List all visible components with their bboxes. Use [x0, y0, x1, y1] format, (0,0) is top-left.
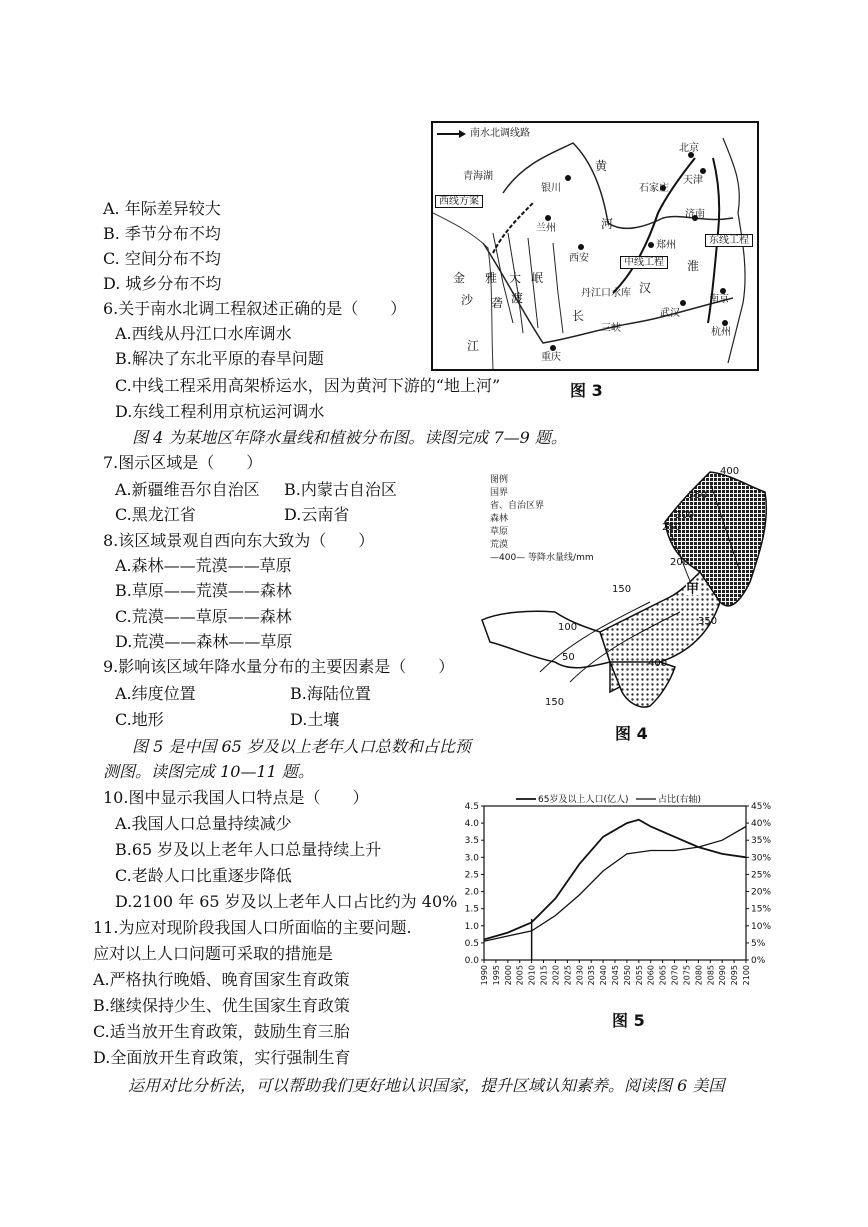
x-tick-label: 2050	[622, 965, 632, 986]
city-dot-yinchuan	[565, 175, 571, 181]
label-zhengzhou: 郑州	[656, 240, 676, 251]
q7-option-a: A.新疆维吾尔自治区	[115, 480, 260, 499]
city-dot-lanzhou	[545, 215, 551, 221]
x-tick-label: 2075	[682, 965, 692, 986]
label-xian: 西安	[569, 253, 589, 264]
y-right-tick-label: 20%	[751, 887, 772, 898]
y-left-tick-label: 2.5	[464, 870, 479, 881]
label-qinghai: 青海湖	[463, 171, 493, 182]
q9-option-a: A.纬度位置	[115, 684, 196, 703]
label-jinan: 济南	[685, 209, 705, 220]
x-tick-label: 2005	[515, 965, 525, 986]
series-population-line	[484, 820, 746, 940]
fig4-legend-item-4: 草原	[490, 527, 509, 537]
fig4-legend-item-5: 荒漠	[490, 540, 509, 550]
fig5-intro-line1: 图 5 是中国 65 岁及以上老年人口总数和占比预	[132, 737, 471, 756]
q8-option-b: B.草原——荒漠——森林	[115, 581, 292, 600]
fig4-isohyet-label-10: 400	[648, 658, 668, 669]
fig3-caption: 图 3	[570, 381, 603, 400]
q10-option-c: C.老龄人口比重逐步降低	[115, 866, 292, 885]
label-huai: 淮	[687, 259, 700, 273]
x-tick-label: 2045	[611, 965, 620, 986]
legend-arrowhead	[459, 130, 466, 138]
city-dot-tianjin	[700, 168, 706, 174]
label-middle-line: 中线工程	[620, 256, 668, 269]
x-tick-label: 2035	[587, 965, 597, 986]
x-tick-label: 2025	[563, 965, 573, 986]
western-border	[433, 213, 493, 369]
y-right-tick-label: 45%	[751, 802, 772, 812]
q5-option-b: B. 季节分布不均	[103, 224, 221, 243]
label-nanjing: 南京	[709, 294, 729, 305]
fig4-legend-item-1: 国界	[490, 488, 509, 498]
y-left-tick-label: 4.0	[464, 819, 479, 830]
y-right-tick-label: 15%	[751, 904, 772, 915]
y-left-tick-label: 4.5	[464, 802, 479, 812]
q6-stem: 6.关于南水北调工程叙述正确的是（ ）	[103, 299, 407, 318]
fig4-isohyet-label-8: 50	[562, 652, 575, 663]
x-tick-label: 2065	[658, 965, 668, 986]
label-huang: 黄	[595, 159, 608, 173]
city-dot-hangzhou	[722, 320, 728, 326]
q8-option-a: A.森林——荒漠——草原	[115, 556, 292, 575]
q11-stem-line1: 11.为应对现阶段我国人口所面临的主要问题.	[93, 918, 412, 937]
fig3-map	[431, 121, 759, 371]
q7-option-d: D.云南省	[284, 505, 350, 524]
y-right-tick-label: 30%	[751, 853, 772, 864]
q9-stem: 9.影响该区域年降水量分布的主要因素是（ ）	[103, 657, 455, 676]
y-left-tick-label: 1.0	[464, 921, 479, 932]
q6-option-a: A.西线从丹江口水库调水	[115, 324, 292, 343]
region-forest	[665, 472, 766, 606]
closing-paragraph: 运用对比分析法，可以帮助我们更好地认识国家，提升区域认知素养。阅读图 6 美国	[128, 1076, 725, 1095]
fig4-legend	[490, 474, 594, 565]
q10-stem: 10.图中显示我国人口特点是（ ）	[103, 788, 369, 807]
fig4-isohyet-label-2: 350	[688, 490, 708, 501]
fig4-intro: 图 4 为某地区年降水量线和植被分布图。读图完成 7—9 题。	[132, 428, 567, 447]
q5-option-d: D. 城乡分布不均	[103, 274, 222, 293]
fig4-isohyet-label-7: 100	[558, 622, 578, 633]
series-share-line	[484, 827, 746, 942]
q11-option-b: B.继续保持少生、优生国家生育政策	[93, 996, 350, 1015]
q8-option-d: D.荒漠——森林——草原	[115, 632, 293, 651]
fig5-intro-line2: 测图。读图完成 10—11 题。	[103, 762, 314, 781]
x-tick-label: 2100	[742, 965, 751, 986]
y-left-tick-label: 3.5	[464, 836, 479, 847]
q9-option-d: D.土壤	[290, 710, 340, 729]
label-he: 河	[601, 217, 614, 231]
y-left-tick-label: 0.5	[464, 938, 479, 949]
x-tick-label: 2070	[670, 965, 680, 986]
fig4-map	[470, 462, 782, 714]
fig4-isohyet-label-9: 150	[545, 697, 565, 708]
label-da: 大	[509, 271, 522, 285]
tributary-4	[553, 243, 563, 333]
fig4-legend-item-3: 森林	[490, 514, 509, 524]
x-tick-label: 2090	[718, 965, 728, 986]
y-right-tick-label: 40%	[751, 819, 772, 830]
label-jiang: 江	[467, 339, 480, 353]
y-left-tick-label: 3.0	[464, 853, 479, 864]
q6-option-c: C.中线工程采用高架桥运水，因为黄河下游的“地上河”	[115, 376, 501, 395]
label-east-line: 东线工程	[705, 234, 753, 247]
fig5-chart	[446, 792, 792, 1002]
q11-option-d: D.全面放开生育政策，实行强制生育	[93, 1048, 351, 1067]
fig4-isohyet-label-5: 200	[670, 557, 690, 568]
q7-option-b: B.内蒙古自治区	[284, 480, 397, 499]
q11-stem-line2: 应对以上人口问题可采取的措施是	[93, 944, 334, 963]
q8-option-c: C.荒漠——草原——森林	[115, 607, 292, 626]
label-shijiazhuang: 石家庄	[639, 183, 669, 194]
x-tick-label: 2015	[539, 965, 549, 986]
x-tick-label: 2085	[706, 965, 716, 986]
x-tick-label: 2030	[575, 965, 585, 986]
y-left-tick-label: 0.0	[464, 956, 479, 966]
fig3-legend-label: 南水北调线路	[470, 128, 530, 139]
fig4-marker-jia: 甲	[686, 582, 700, 597]
q10-option-a: A.我国人口总量持续减少	[115, 814, 292, 833]
label-yinchuan: 银川	[541, 183, 561, 194]
q8-stem: 8.该区域景观自西向东大致为（ ）	[103, 531, 375, 550]
q7-stem: 7.图示区域是（ ）	[103, 453, 263, 472]
q11-option-a: A.严格执行晚婚、晚育国家生育政策	[93, 970, 350, 989]
q5-option-c: C. 空间分布不均	[103, 249, 221, 268]
y-right-tick-label: 35%	[751, 836, 772, 847]
label-long: 砻	[491, 296, 504, 310]
y-right-tick-label: 0%	[751, 956, 766, 966]
x-tick-label: 2000	[503, 965, 513, 986]
west-route	[493, 203, 533, 253]
fig4-legend-title: 图例	[490, 475, 509, 485]
x-tick-label: 2010	[527, 965, 537, 986]
fig4-isohyet-label-3: 300	[675, 510, 695, 521]
label-danjiangkou: 丹江口水库	[581, 288, 631, 299]
x-tick-label: 2080	[694, 965, 704, 986]
q9-option-c: C.地形	[115, 710, 164, 729]
q9-option-b: B.海陆位置	[290, 684, 371, 703]
y-right-tick-label: 10%	[751, 921, 772, 932]
x-tick-label: 1995	[491, 965, 501, 986]
label-tianjin: 天津	[683, 175, 703, 186]
label-han: 汉	[639, 281, 652, 295]
label-sanxia: 三峡	[601, 323, 621, 334]
legend-label-population: 65岁及以上人口(亿人)	[538, 795, 629, 805]
y-left-tick-label: 1.5	[464, 904, 479, 915]
legend-label-share: 占比(右轴)	[658, 795, 702, 805]
q6-option-b: B.解决了东北平原的春旱问题	[115, 349, 324, 368]
city-dot-chongqing	[550, 345, 556, 351]
label-sha: 沙	[461, 293, 474, 307]
city-dot-xian	[578, 244, 584, 250]
x-tick-label: 2060	[646, 965, 656, 986]
label-beijing: 北京	[679, 143, 699, 154]
fig4-isohyet-label-4: 250	[662, 522, 682, 533]
y-right-tick-label: 5%	[751, 938, 766, 949]
fig5-caption: 图 5	[612, 1011, 645, 1030]
label-wuhan: 武汉	[660, 308, 680, 319]
q7-option-c: C.黑龙江省	[115, 505, 196, 524]
label-hangzhou: 杭州	[711, 327, 731, 338]
fig4-caption: 图 4	[615, 724, 648, 743]
x-tick-label: 2055	[634, 965, 644, 986]
fig4-legend-item-6: —400— 等降水量线/mm	[490, 553, 594, 563]
q6-option-d: D.东线工程利用京杭运河调水	[115, 402, 325, 421]
q5-option-a: A. 年际差异较大	[103, 199, 221, 218]
y-right-tick-label: 25%	[751, 870, 772, 881]
label-west-line: 西线方案	[435, 195, 483, 208]
label-chongqing: 重庆	[541, 352, 561, 363]
label-chang: 长	[572, 309, 585, 323]
label-min: 岷	[531, 271, 544, 285]
label-du: 渡	[511, 291, 524, 305]
x-tick-label: 2095	[730, 965, 740, 986]
fig4-legend-item-2: 省、自治区界	[490, 501, 545, 511]
city-dot-zhengzhou	[648, 242, 654, 248]
x-tick-label: 2040	[599, 965, 609, 986]
fig4-isohyet-label-6: 150	[612, 584, 632, 595]
fig4-isohyet-label-1: 400	[720, 466, 740, 477]
x-tick-label: 1990	[480, 965, 489, 986]
city-dot-wuhan	[680, 300, 686, 306]
fig4-isohyet-label-11: 350	[698, 616, 718, 627]
label-jin: 金	[453, 271, 466, 285]
q10-option-b: B.65 岁及以上老年人口总量持续上升	[115, 840, 382, 859]
region-desert	[482, 611, 610, 667]
q10-option-d: D.2100 年 65 岁及以上老年人口占比约为 40%	[115, 892, 458, 911]
x-tick-label: 2020	[551, 965, 561, 986]
label-lanzhou: 兰州	[536, 223, 556, 234]
q11-option-c: C.适当放开生育政策，鼓励生育三胎	[93, 1022, 350, 1041]
label-ya: 雅	[485, 271, 498, 285]
y-left-tick-label: 2.0	[464, 887, 479, 898]
